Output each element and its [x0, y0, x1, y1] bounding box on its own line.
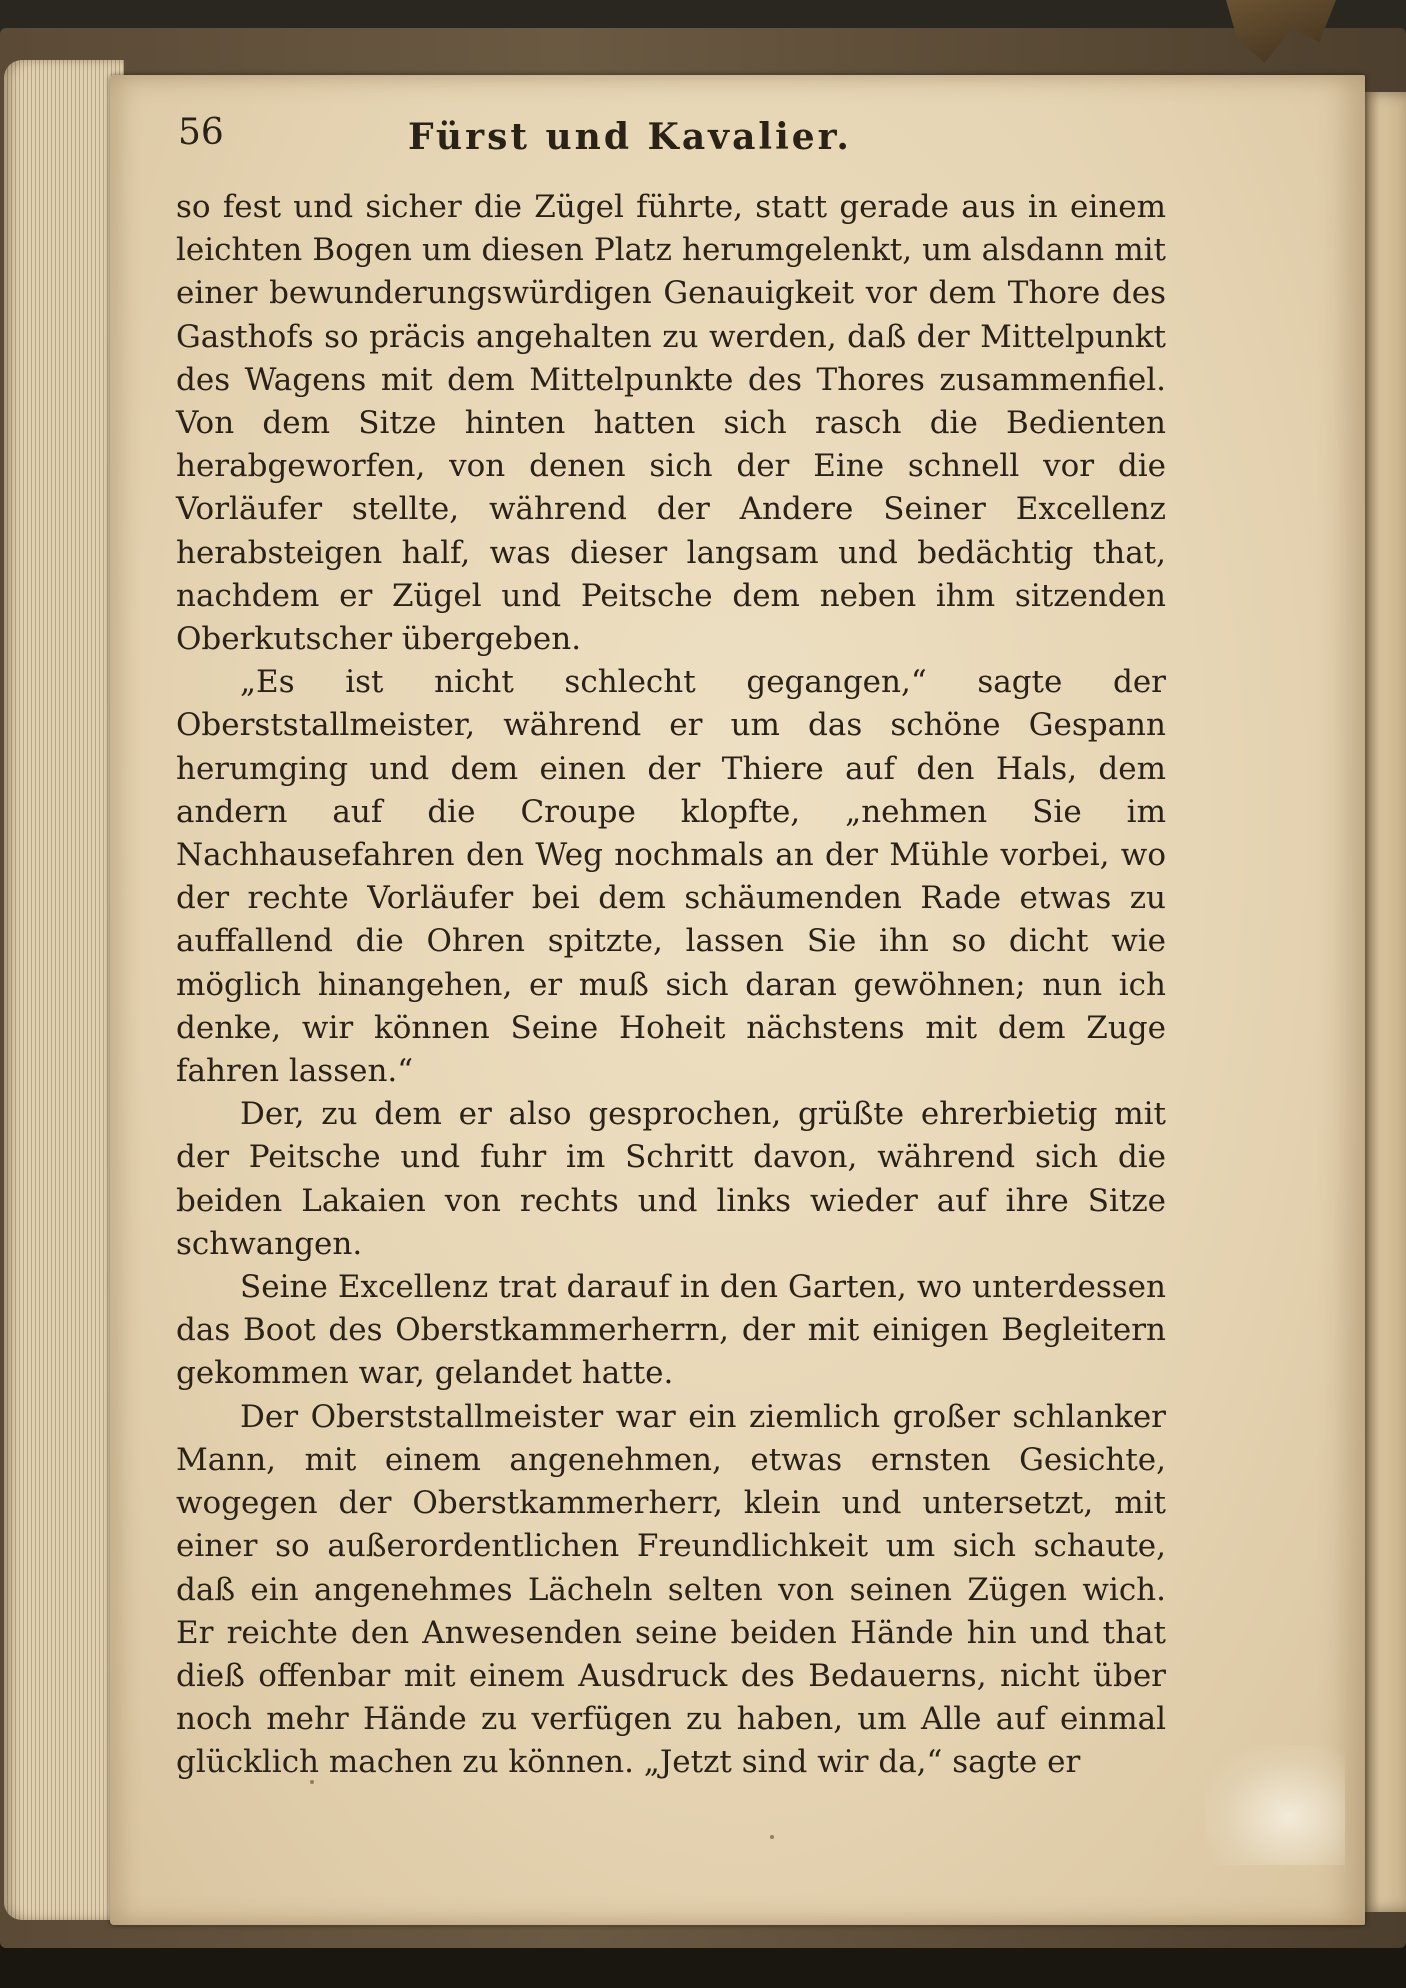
paragraph: so fest und sicher die Zügel führte, statt gerade aus in einem leichten Bogen um diesen Platz herumgelenkt, um alsdann mit einer bewunderungswürdigen Genauigkeit vor dem Thore des Gasthofs so präcis angehalten zu werden, daß der Mittelpunkt des Wagens mit dem Mittelpunkte des Thores zusammenfiel. Von dem Sitze hinten hatten sich rasch die Bedienten herabgeworfen, von denen sich der Eine schnell vor die Vorläufer stellte, während der Andere Seiner Excellenz herabsteigen half, was dieser langsam und bedächtig that, nachdem er Zügel und Peitsche dem neben ihm sitzenden Oberkutscher übergeben. — [176, 189, 1166, 658]
paragraph: Seine Excellenz trat darauf in den Garten, wo unterdessen das Boot des Oberstkammerherrn, der mit einigen Begleitern gekommen war, gelandet hatte. — [176, 1269, 1166, 1392]
paragraph: Der, zu dem er also gesprochen, grüßte ehrerbietig mit der Peitsche und fuhr im Schritt davon, während sich die beiden Lakaien von rechts und links wieder auf ihre Sitze schwangen. — [176, 1096, 1166, 1262]
page-body — [176, 186, 1166, 1785]
speck — [770, 1835, 774, 1839]
facing-page-edge — [1362, 92, 1406, 1912]
running-title: Fürst und Kavalier. — [408, 116, 852, 158]
page-edges — [4, 60, 124, 1920]
paragraph: „Es ist nicht schlecht gegangen,“ sagte der Oberststallmeister, während er um das schöne Gespann herumging und dem einen der Thiere auf den Hals, dem andern auf die Croupe klopfte, „nehmen Sie im Nachhausefahren den Weg nochmals an der Mühle vorbei, wo der rechte Vorläufer bei dem schäumenden Rade etwas zu auffallend die Ohren spitzte, lassen Sie ihn so dicht wie möglich hinangehen, er muß sich daran gewöhnen; nun ich denke, wir können Seine Hoheit nächstens mit dem Zuge fahren lassen.“ — [176, 664, 1166, 1090]
page-wear — [1205, 1745, 1345, 1865]
paragraph: Der Oberststallmeister war ein ziemlich großer schlanker Mann, mit einem angenehmen, etwas ernsten Gesichte, wogegen der Oberstkammerherr, klein und untersetzt, mit einer so außerordentlichen Freundlichkeit um sich schaute, daß ein angenehmes Lächeln selten von seinen Zügen wich. Er reichte den Anwesenden seine beiden Hände hin und that dieß offenbar mit einem Ausdruck des Bedauerns, nicht über noch mehr Hände zu verfügen zu haben, um Alle auf einmal glücklich machen zu können. „Jetzt sind wir da,“ sagte er — [176, 1398, 1166, 1781]
page-header — [178, 112, 968, 172]
page-number: 56 — [178, 112, 224, 153]
